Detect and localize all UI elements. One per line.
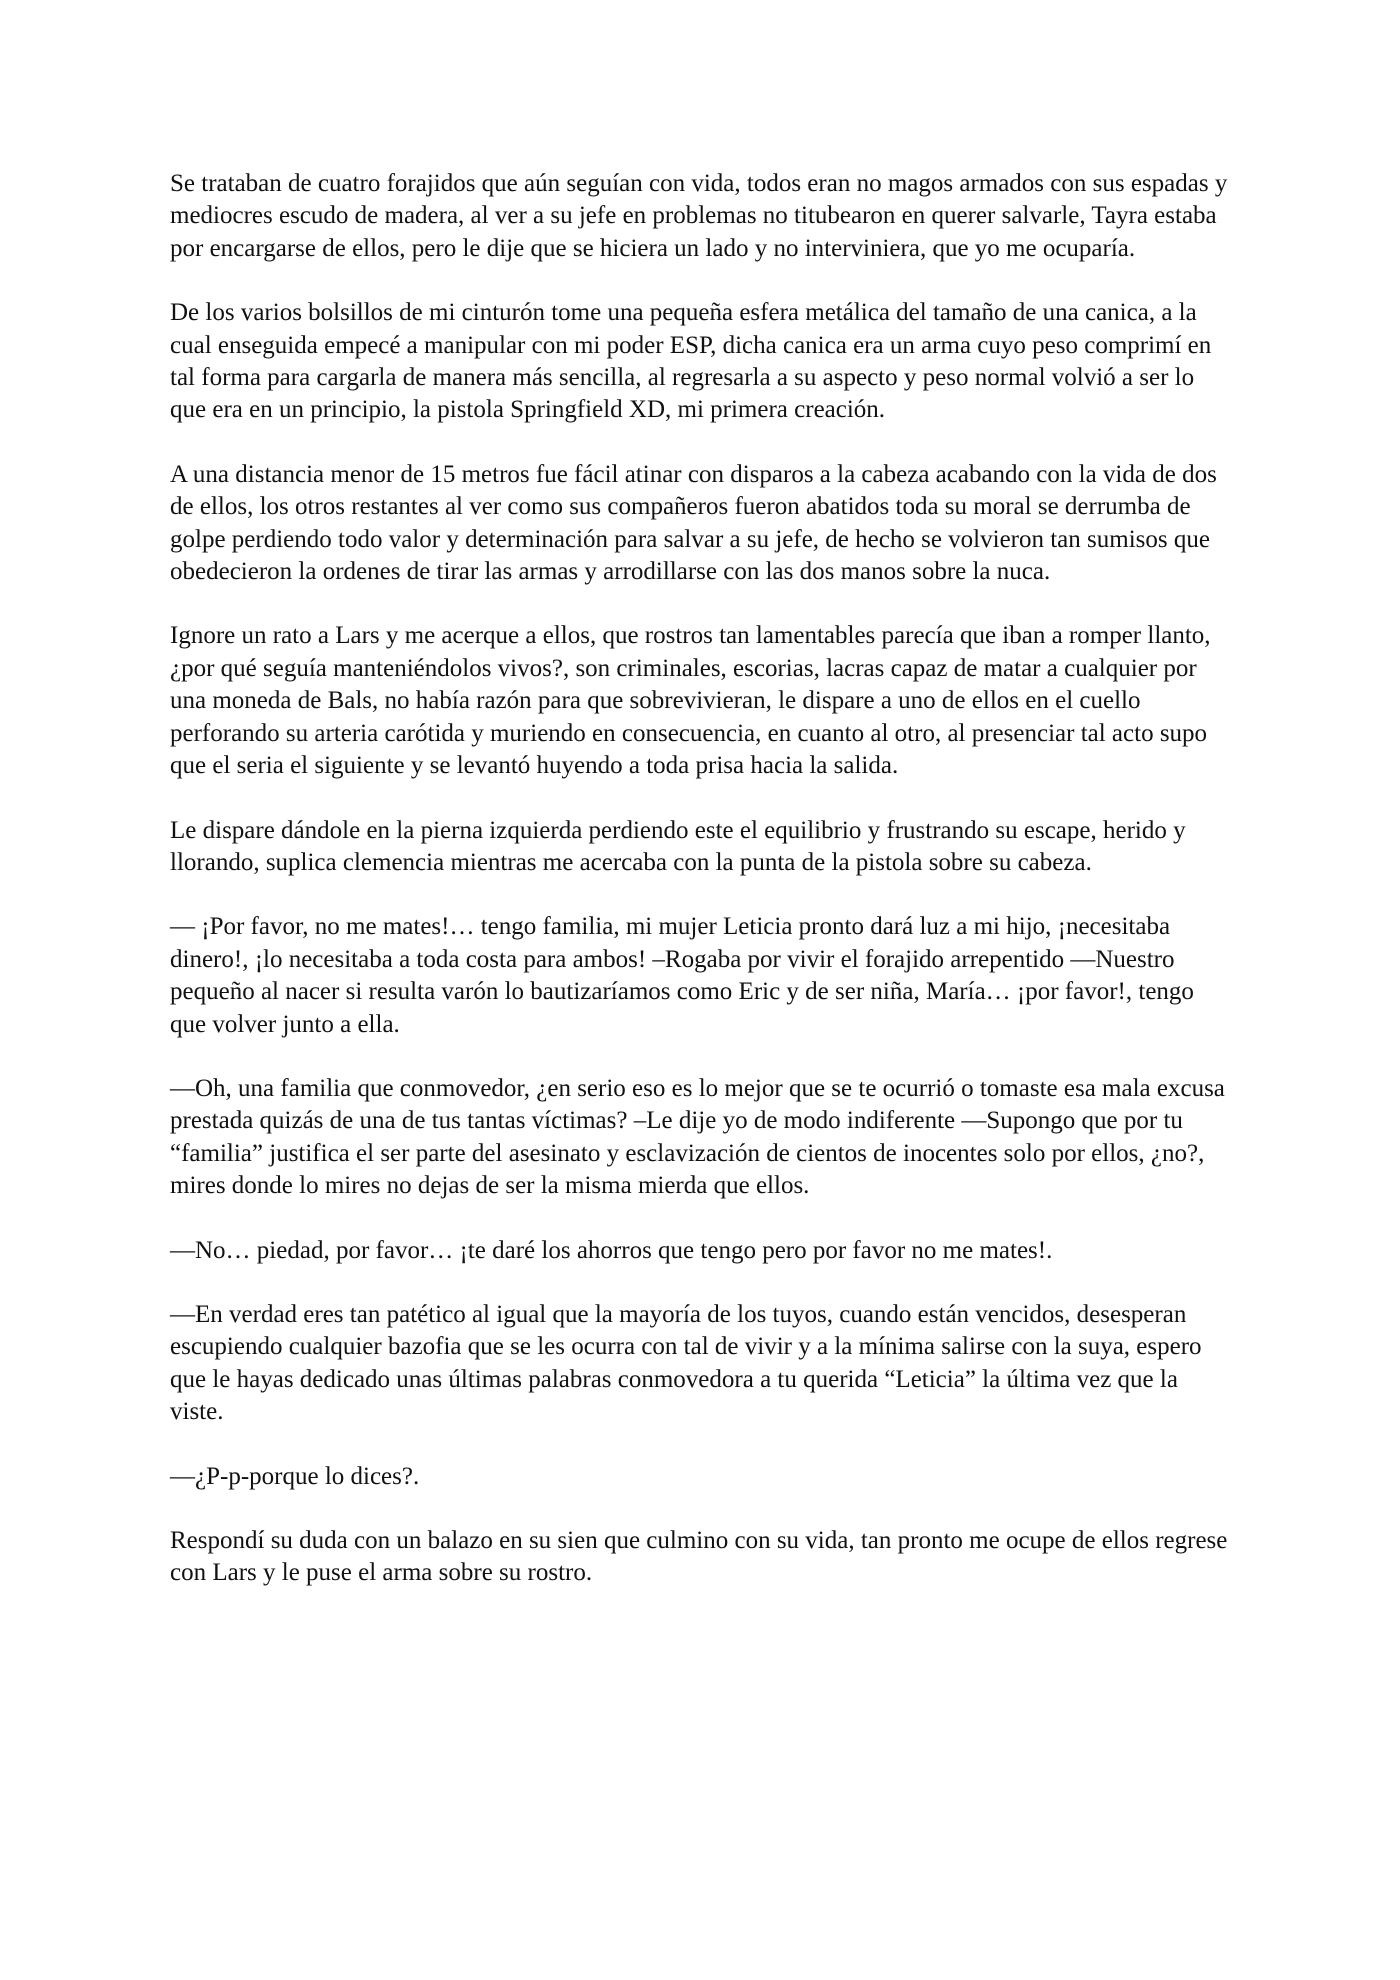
paragraph: A una distancia menor de 15 metros fue fácil atinar con disparos a la cabeza acabando con la vida de dos de ellos, los otros restantes al ver como sus compañeros fueron abatidos toda su moral se derrumba de golpe perdiendo todo valor y determinación para salvar a su jefe, de hecho se volvieron tan sumisos que obedecieron la ordenes de tirar las armas y arrodillarse con las dos manos sobre la nuca. — [170, 460, 1217, 586]
dialogue-paragraph: — ¡Por favor, no me mates!… tengo familia, mi mujer Leticia pronto dará luz a mi hijo, ¡necesitaba dinero!, ¡lo necesitaba a toda costa para ambos! –Rogaba por vivir el forajido arrepentido —Nuestro pequeño al nacer si resulta varón lo bautizaríamos como Eric y de ser niña, María… ¡por favor!, tengo que volver junto a ella. — [170, 913, 1194, 1038]
dialogue-paragraph: —En verdad eres tan patético al igual que la mayoría de los tuyos, cuando están vencidos, desesperan escupiendo cualquier bazofia que se les ocurra con tal de vivir y a la mínima salirse con la suya, espero que le hayas dedicado unas últimas palabras conmovedora a tu querida “Leticia” la última vez que la viste. — [170, 1300, 1202, 1426]
dialogue-paragraph: —Oh, una familia que conmovedor, ¿en serio eso es lo mejor que se te ocurrió o tomaste esa mala excusa prestada quizás de una de tus tantas víctimas? –Le dije yo de modo indiferente —Supongo que por tu “familia” justifica el ser parte del asesinato y esclavización de cientos de inocentes solo por ellos, ¿no?, mires donde lo mires no dejas de ser la misma mierda que ellos. — [170, 1074, 1225, 1200]
paragraph: De los varios bolsillos de mi cinturón tome una pequeña esfera metálica del tamaño de una canica, a la cual enseguida empecé a manipular con mi poder ESP, dicha canica era un arma cuyo peso comprimí en tal forma para cargarla de manera más sencilla, al regresarla a su aspecto y peso normal volvió a ser lo que era en un principio, la pistola Springfield XD, mi primera creación. — [170, 299, 1212, 424]
paragraph: Ignore un rato a Lars y me acerque a ellos, que rostros tan lamentables parecía que iban a romper llanto, ¿por qué seguía manteniéndolos vivos?, son criminales, escorias, lacras capaz de matar a cualquier por una moneda de Bals, no había razón para que sobrevivieran, le dispare a uno de ellos en el cuello perforando su arteria carótida y muriendo en consecuencia, en cuanto al otro, al presenciar tal acto supo que el seria el siguiente y se levantó huyendo a toda prisa hacia la salida. — [170, 622, 1211, 780]
dialogue-paragraph: —¿P-p-porque lo dices?. — [170, 1462, 420, 1490]
dialogue-paragraph: —No… piedad, por favor… ¡te daré los ahorros que tengo pero por favor no me mates!. — [170, 1236, 1053, 1264]
paragraph: Le dispare dándole en la pierna izquierda perdiendo este el equilibrio y frustrando su escape, herido y llorando, suplica clemencia mientras me acercaba con la punta de la pistola sobre su cabeza. — [170, 816, 1186, 876]
paragraph: Respondí su duda con un balazo en su sien que culmino con su vida, tan pronto me ocupe de ellos regrese con Lars y le puse el arma sobre su rostro. — [170, 1527, 1228, 1587]
paragraph: Se trataban de cuatro forajidos que aún seguían con vida, todos eran no magos armados con sus espadas y mediocres escudo de madera, al ver a su jefe en problemas no titubearon en querer salvarle, Tayra estaba por encargarse de ellos, pero le dije que se hiciera un lado y no interviniera, que yo me ocuparía. — [170, 170, 1228, 262]
document-body — [170, 168, 1232, 1622]
